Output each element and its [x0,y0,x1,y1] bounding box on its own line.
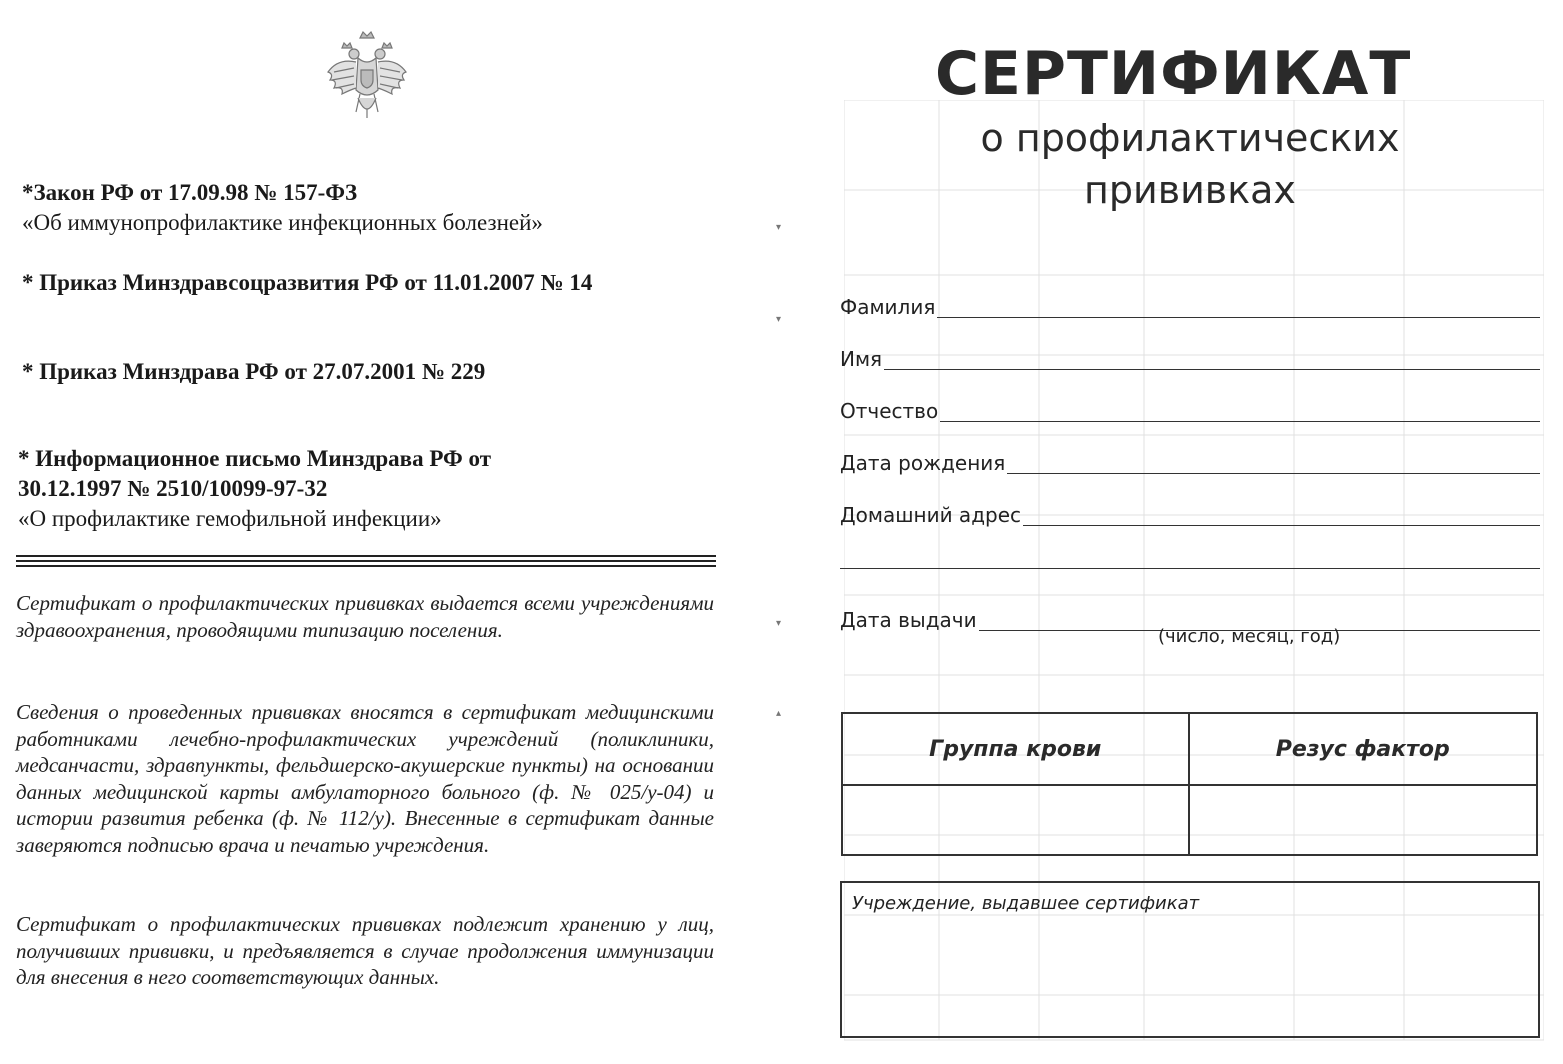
surname-field[interactable] [840,286,1540,318]
issue-date-hint: (число, месяц, год) [1158,626,1341,647]
issue-date-label: Дата выдачи [840,608,977,632]
reference-subtitle: «Об иммунопрофилактике инфекционных болезней» [22,210,543,235]
name-input-line[interactable] [884,349,1540,370]
reference-order-14 [22,268,592,298]
note-issuance: Сертификат о профилактических прививках выдается всеми учреждениями здравоохранения, проводящими типизацию поселения. [16,591,714,642]
birth-date-input-line[interactable] [1007,453,1540,474]
reference-order-229 [22,357,485,387]
certificate-subtitle [945,112,1435,216]
reference-title: * Приказ Минздрава РФ от 27.07.2001 № 229 [22,359,486,384]
blood-table [841,712,1538,856]
reference-title: * Приказ Минздравсоцразвития РФ от 11.01.2007 № 14 [22,270,593,295]
name-field[interactable] [840,338,1540,370]
spine-staple-mark: ▾ [776,222,782,233]
rh-factor-header: Резус фактор [1190,714,1537,786]
left-page [0,0,780,1064]
reference-title: *Закон РФ от 17.09.98 № 157-ФЗ [22,180,358,205]
name-label: Имя [840,347,883,371]
spine-staple-mark: ▴ [776,708,782,719]
home-address-field[interactable] [840,494,1540,526]
reference-info-letter [18,444,491,534]
right-page [790,0,1563,1064]
home-address-label: Домашний адрес [840,503,1022,527]
blood-group-value-cell[interactable] [843,786,1190,854]
reference-title-line1: * Информационное письмо Минздрава РФ от [18,446,492,471]
certificate-subtitle-line1: о профилактических [980,116,1400,160]
note-storage: Сертификат о профилактических прививках подлежит хранению у лиц, получивших прививки, и предъявляется в случае продолжения иммунизации для внесения в него соответствующих данных. [16,912,714,989]
patronymic-label: Отчество [840,399,939,423]
certificate-subtitle-line2: прививках [1084,168,1296,212]
home-address-input-line[interactable] [1023,505,1540,526]
certificate-title: СЕРТИФИКАТ [935,39,1412,109]
reference-law-157 [22,178,543,238]
russian-coat-of-arms-icon [320,28,414,124]
divider-triple-rule [16,555,716,571]
home-address-input-line-2[interactable] [840,568,1540,569]
issuing-institution-label: Учреждение, выдавшее сертификат [852,893,1200,914]
blood-group-header: Группа крови [843,714,1190,786]
patronymic-input-line[interactable] [940,401,1540,422]
birth-date-field[interactable] [840,442,1540,474]
reference-subtitle: «О профилактике гемофильной инфекции» [18,506,442,531]
reference-title-line2: 30.12.1997 № 2510/10099-97-32 [18,476,328,501]
spine-staple-mark: ▾ [776,314,782,325]
surname-input-line[interactable] [937,297,1540,318]
issuing-institution-box[interactable] [840,881,1540,1038]
patronymic-field[interactable] [840,390,1540,422]
note-records: Сведения о проведенных прививках вносятся в сертификат медицинскими работниками лечебно-профилактических учреждений (поликлиники, медсанчасти, здравпункты, фельдшерско-акушерские пункты) на основании данных медицинской карты амбулаторного больного (ф. № 025/у-04) и истории развития ребенка (ф. № 112/у). Внесенные в сертификат данные заверяются подписью врача и печатью учреждения. [16,700,714,857]
surname-label: Фамилия [840,295,936,319]
birth-date-label: Дата рождения [840,451,1006,475]
rh-factor-value-cell[interactable] [1190,786,1537,854]
spine-staple-mark: ▾ [776,618,782,629]
